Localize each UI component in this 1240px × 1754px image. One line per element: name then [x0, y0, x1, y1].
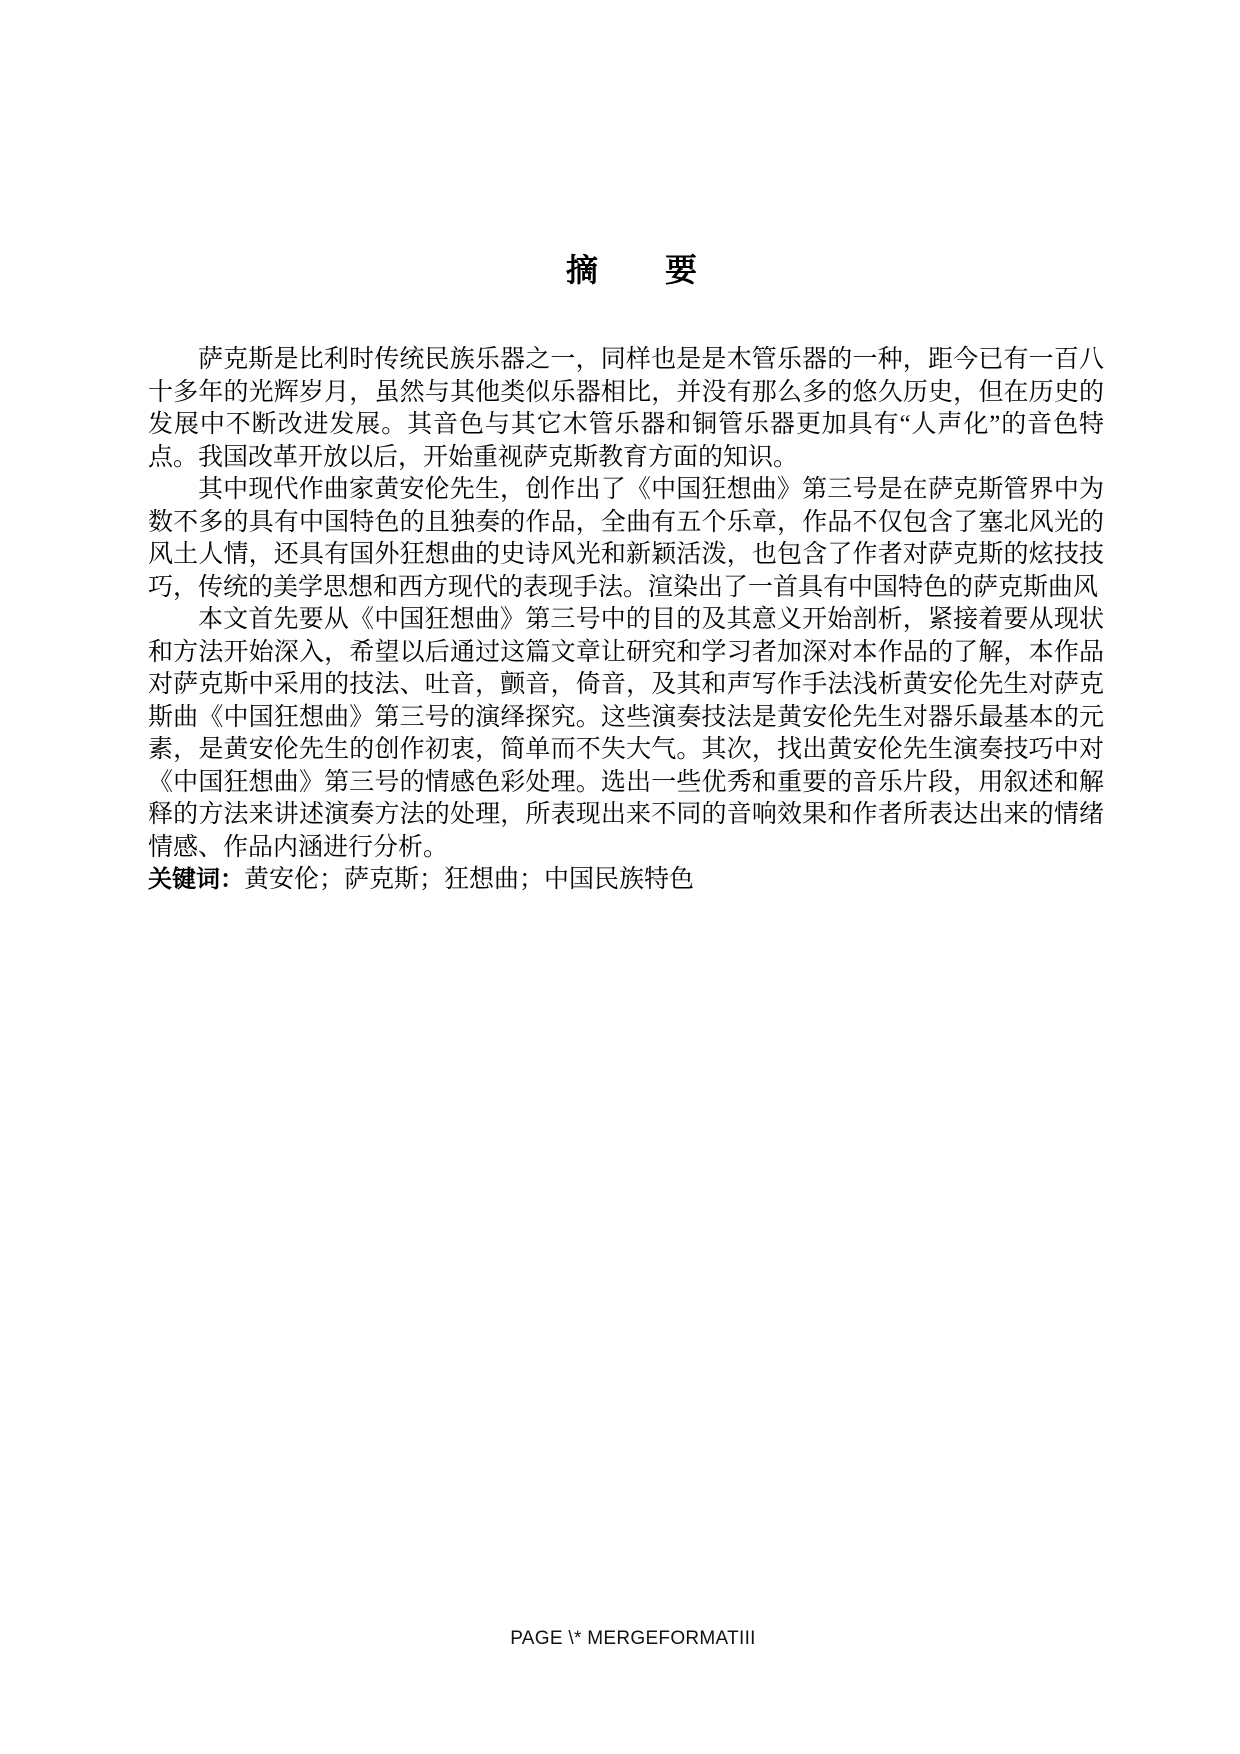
abstract-paragraph-2: 其中现代作曲家黄安伦先生，创作出了《中国狂想曲》第三号是在萨克斯管界中为数不多的具有中国特色的且独奏的作品，全曲有五个乐章，作品不仅包含了塞北风光的风土人情，还具有国外狂想曲的史诗风光和新颖活泼，也包含了作者对萨克斯的炫技技巧，传统的美学思想和西方现代的表现手法。渲染出了一首具有中国特色的萨克斯曲风	[148, 476, 1104, 601]
keywords-label: 关键词：	[148, 866, 244, 893]
abstract-paragraph-1: 萨克斯是比利时传统民族乐器之一，同样也是是木管乐器的一种，距今已有一百八十多年的光辉岁月，虽然与其他类似乐器相比，并没有那么多的悠久历史，但在历史的发展中不断改进发展。其音色与其它木管乐器和铜管乐器更加具有“人声化”的音色特点。我国改革开放以后，开始重视萨克斯教育方面的知识。	[148, 346, 1104, 471]
keywords-line	[148, 864, 1104, 897]
keywords-value: 黄安伦；萨克斯；狂想曲；中国民族特色	[244, 866, 695, 893]
abstract-paragraph-3: 本文首先要从《中国狂想曲》第三号中的目的及其意义开始剖析，紧接着要从现状和方法开始深入，希望以后通过这篇文章让研究和学习者加深对本作品的了解，本作品对萨克斯中采用的技法、吐音，颤音，倚音，及其和声写作手法浅析黄安伦先生对萨克斯曲《中国狂想曲》第三号的演绎探究。这些演奏技法是黄安伦先生对器乐最基本的元素，是黄安伦先生的创作初衷，简单而不失大气。其次，找出黄安伦先生演奏技巧中对《中国狂想曲》第三号的情感色彩处理。选出一些优秀和重要的音乐片段，用叙述和解释的方法来讲述演奏方法的处理，所表现出来不同的音响效果和作者所表达出来的情绪情感、作品内涵进行分析。	[148, 606, 1104, 861]
footer-field-code: PAGE \* MERGEFORMATIII	[510, 1628, 756, 1649]
abstract-body	[148, 344, 1104, 897]
page-title: 摘 要	[565, 252, 698, 288]
